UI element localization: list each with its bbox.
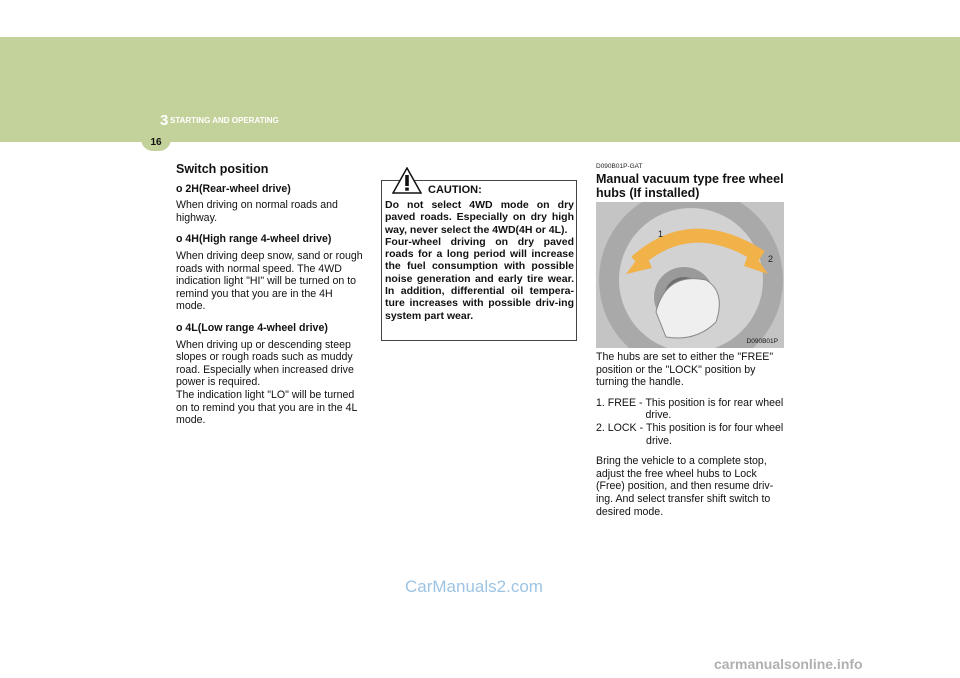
chapter-title: STARTING AND OPERATING [170, 116, 279, 125]
warning-triangle-icon [392, 167, 422, 194]
list-text-free: This position is for rear wheel drive. [645, 396, 784, 422]
header-band [0, 37, 960, 142]
section-title: Switch position [176, 162, 269, 176]
hubs-closing: Bring the vehicle to a complete stop, adjust the free wheel hubs to Lock (Free) position, and then resume driv-ing. And select transfer shift switch to desired mode. [596, 455, 774, 518]
caution-text [385, 199, 574, 322]
figure-label-1: 1 [658, 229, 664, 239]
list-text-lock: This position is for four wheel drive. [646, 421, 784, 447]
item-body-4l: When driving up or descending steep slopes or rough roads such as muddy road. Especially when increased drive power is required. [176, 338, 354, 389]
hub-positions-list [596, 397, 784, 447]
hubs-description [596, 351, 784, 526]
switch-position-section [176, 163, 364, 427]
item-body-4l-note: The indication light "LO" will be turned on to remind you that you are in the 4L mode. [176, 388, 357, 427]
footer-watermark: carmanualsonline.info [714, 656, 863, 672]
hub-figure [596, 202, 784, 348]
hub-illustration [596, 202, 784, 348]
item-heading-2h: o 2H(Rear-wheel drive) [176, 182, 291, 195]
list-label-free: 1. FREE - [596, 396, 646, 409]
item-body-2h: When driving on normal roads and highway. [176, 199, 338, 224]
caution-title: CAUTION: [428, 184, 482, 196]
item-heading-4h: o 4H(High range 4-wheel drive) [176, 233, 332, 246]
page-number: 16 [141, 134, 171, 151]
section-code: D090B01P-GAT [596, 163, 643, 170]
figure-code: D090B01P [746, 338, 778, 345]
section-title-hubs: Manual vacuum type free wheel hubs (If installed) [596, 172, 784, 200]
caution-paragraph-2: Four-wheel driving on dry paved roads for a long period will increase the fuel consumption with possible noise generation and early tire wear. In addition, differential oil tempera-ture increases with possible driv-ing system part wear. [385, 235, 574, 322]
list-item [596, 397, 784, 422]
hubs-intro: The hubs are set to either the "FREE" position or the "LOCK" position by turning the handle. [596, 351, 774, 389]
list-label-lock: 2. LOCK - [596, 421, 647, 434]
item-body-4h: When driving deep snow, sand or rough roads with normal speed. The 4WD indication light "HI" will be turned on to remind you that you are in the 4H mode. [176, 249, 363, 313]
list-item [596, 422, 784, 447]
figure-label-2: 2 [768, 254, 774, 264]
caution-paragraph-1: Do not select 4WD mode on dry paved roads. Especially on dry high way, never select the 4WD(4H or 4L). [385, 199, 574, 236]
item-heading-4l: o 4L(Low range 4-wheel drive) [176, 321, 328, 334]
chapter-number: 3 [160, 112, 169, 129]
free-wheel-hubs-section [596, 163, 784, 200]
watermark-link[interactable]: CarManuals2.com [405, 577, 543, 596]
